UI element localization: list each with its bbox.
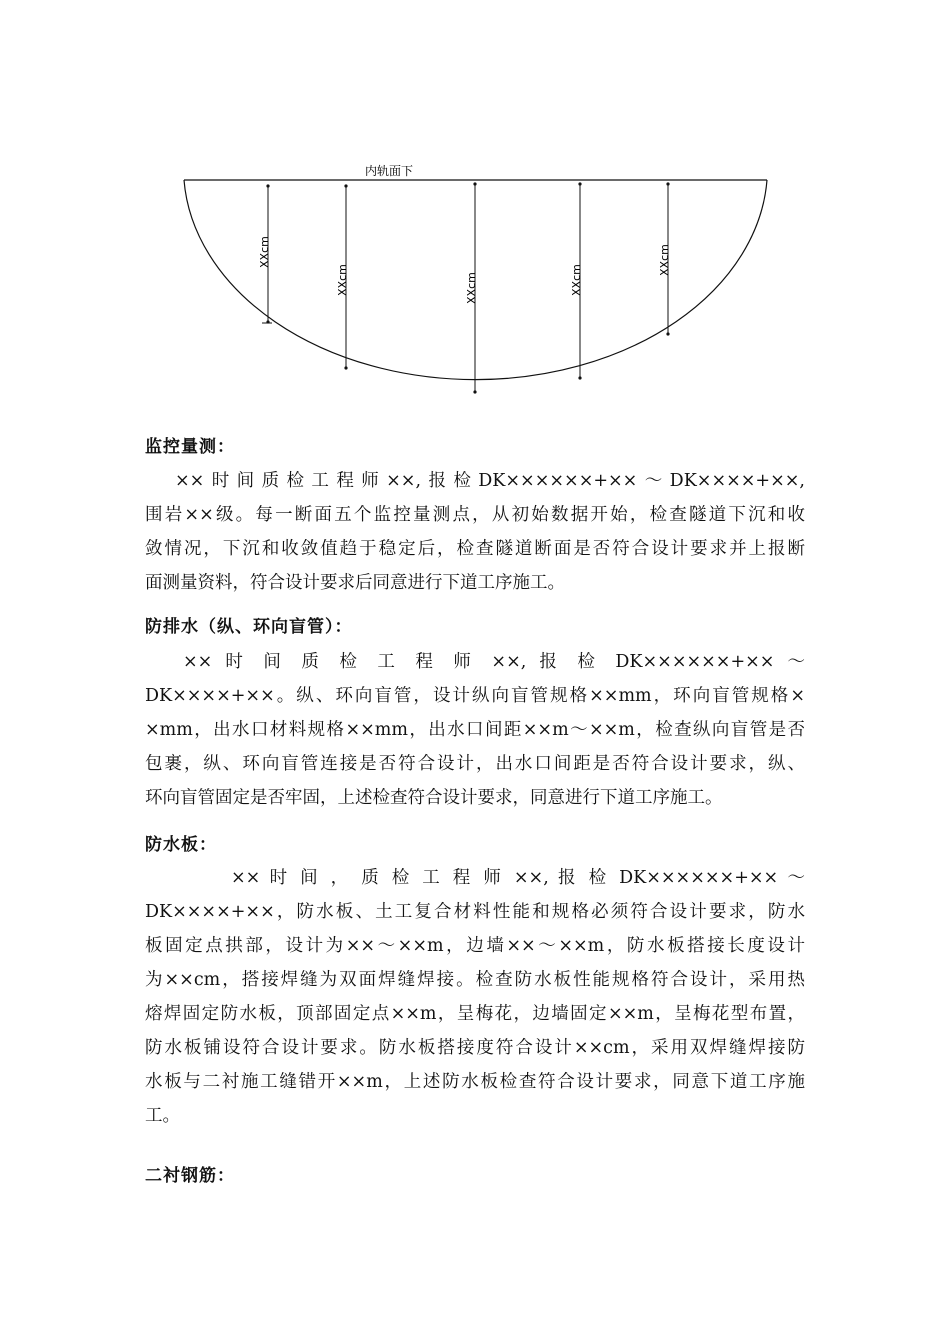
section-heading-drainage: 防排水（纵、环向盲管）： xyxy=(145,617,353,637)
text-line: ×× 时 间 质 检 工 程 师 ××, 报 检 DK××××××+×× ～ xyxy=(183,652,805,672)
measure-line-5 xyxy=(658,182,671,335)
section-body-waterproof-board xyxy=(145,861,805,1133)
text-line: 面测量资料，符合设计要求后同意进行下道工序施工。 xyxy=(145,573,565,593)
measure-line-2 xyxy=(336,184,349,369)
text-line: 环向盲管固定是否牢固，上述检查符合设计要求，同意进行下道工序施工。 xyxy=(145,788,723,808)
text-line: 包裹，纵、环向盲管连接是否符合设计，出水口间距是否符合设计要求，纵、 xyxy=(145,754,805,774)
measure-line-4 xyxy=(570,182,583,379)
text-line: DK××××+××。纵、环向盲管，设计纵向盲管规格××mm，环向盲管规格× xyxy=(145,686,805,706)
measure-label-4: XXcm xyxy=(570,264,583,296)
text-line: 为××cm，搭接焊缝为双面焊缝焊接。检查防水板性能规格符合设计，采用热 xyxy=(145,970,805,990)
measure-label-2: XXcm xyxy=(336,264,349,296)
measure-label-3: XXcm xyxy=(465,272,478,304)
text-line: DK××××+××，防水板、土工复合材料性能和规格必须符合设计要求，防水 xyxy=(145,902,805,922)
section-body-drainage xyxy=(145,645,805,815)
top-label: 内轨面下 xyxy=(365,164,414,178)
text-line: 板固定点拱部，设计为××～××m，边墙××～××m，防水板搭接长度设计 xyxy=(145,936,805,956)
text-line: ××时间质检工程师××,报检DK××××××+××～DK××××+××, xyxy=(175,471,805,491)
text-line: 敛情况，下沉和收敛值趋于稳定后，检查隧道断面是否符合设计要求并上报断 xyxy=(145,539,805,559)
text-line: 水板与二衬施工缝错开××m，上述防水板检查符合设计要求，同意下道工序施 xyxy=(145,1072,805,1092)
section-heading-waterproof-board: 防水板： xyxy=(145,835,217,855)
text-line: 围岩××级。每一断面五个监控量测点，从初始数据开始，检查隧道下沉和收 xyxy=(145,505,805,525)
text-line: 工。 xyxy=(145,1106,180,1126)
text-line: 防水板铺设符合设计要求。防水板搭接度符合设计××cm，采用双焊缝焊接防 xyxy=(145,1038,805,1058)
text-line: ×mm，出水口材料规格××mm，出水口间距××m～××m，检查纵向盲管是否 xyxy=(145,720,805,740)
measure-line-3 xyxy=(465,182,478,393)
text-line: ×× 时 间 ， 质 检 工 程 师 ××, 报 检 DK××××××+×× ～ xyxy=(231,868,805,888)
section-heading-secondary-lining-rebar: 二衬钢筋： xyxy=(145,1166,235,1186)
measure-label-5: XXcm xyxy=(658,244,671,276)
section-body-monitoring xyxy=(145,464,805,600)
text-line: 熔焊固定防水板，顶部固定点××m，呈梅花，边墙固定××m，呈梅花型布置， xyxy=(145,1004,805,1024)
tunnel-section-diagram xyxy=(0,0,950,410)
section-heading-monitoring: 监控量测： xyxy=(145,437,235,457)
measure-line-1 xyxy=(258,184,272,323)
measure-label-1: XXcm xyxy=(258,236,271,268)
